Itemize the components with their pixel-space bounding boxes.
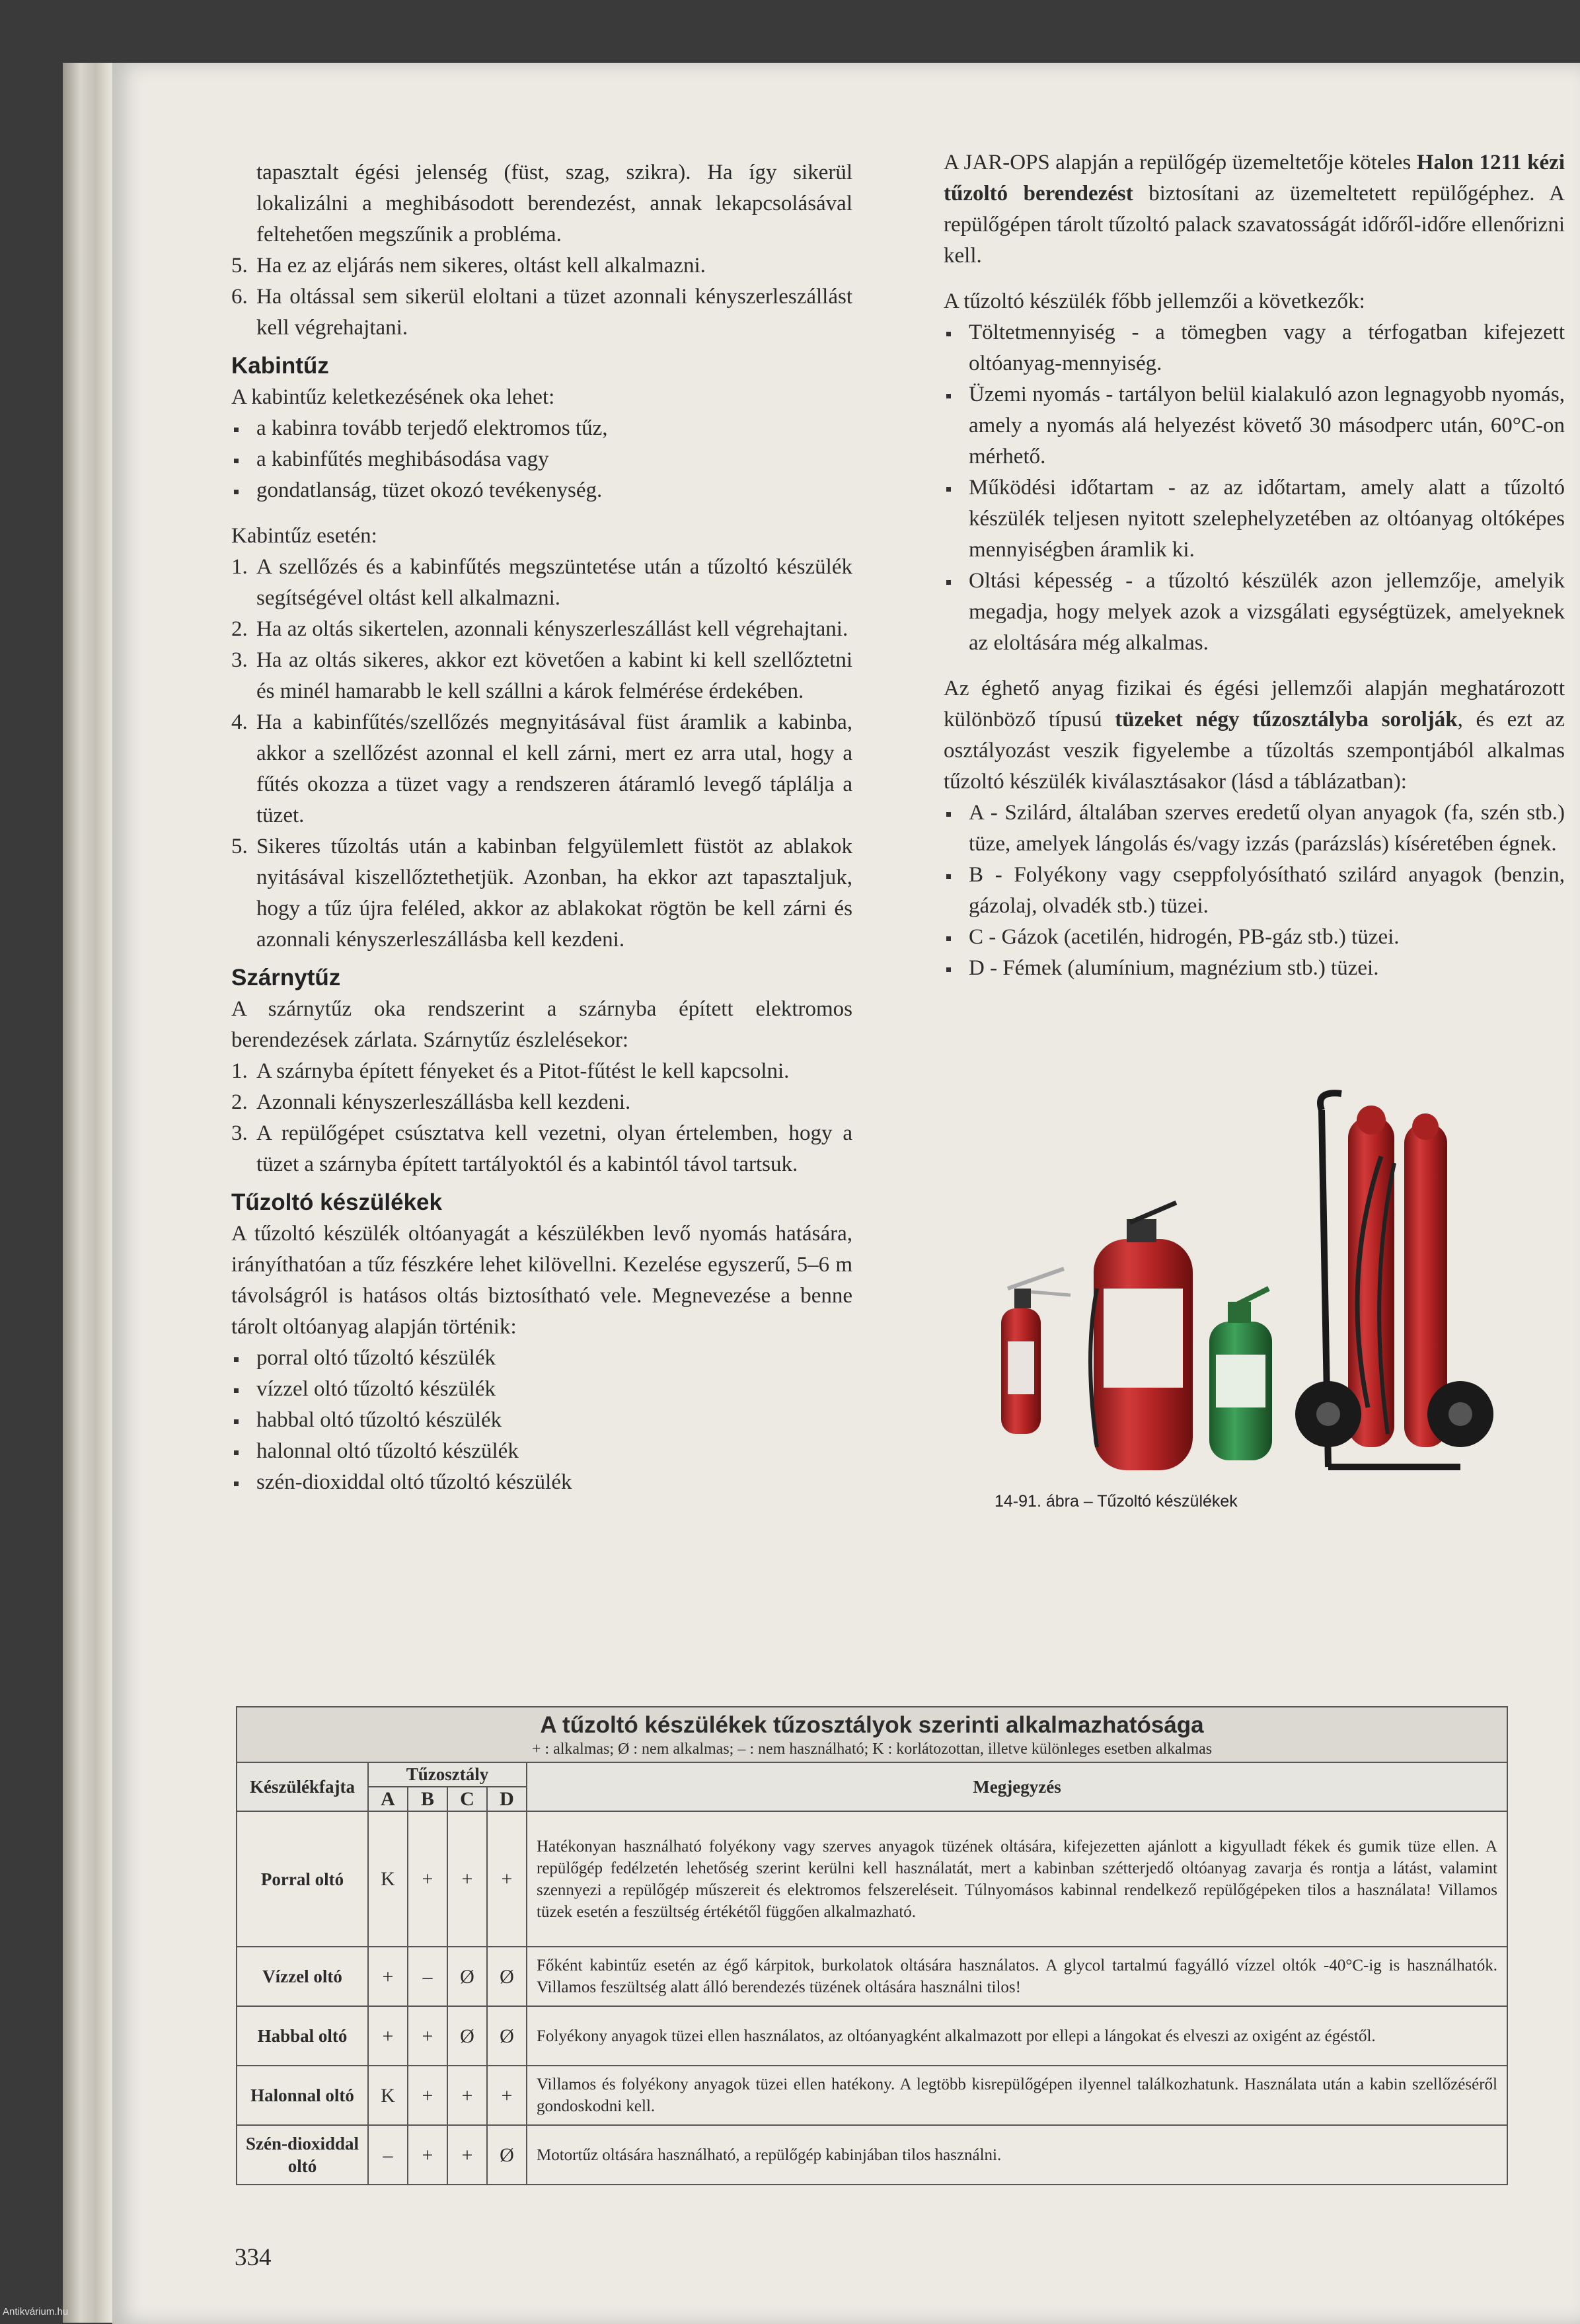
class-header-a: A bbox=[368, 1787, 408, 1811]
class-header-d: D bbox=[487, 1787, 527, 1811]
kabin-lead: A kabintűz keletkezésének oka lehet: bbox=[231, 385, 555, 409]
props-list bbox=[944, 317, 1565, 659]
class-header-c: C bbox=[447, 1787, 487, 1811]
classes-paragraph: Az éghető anyag fizikai és égési jellemzői alapján meghatározott különböző típusú tüzeket négy tűzosztályba sorolják, és ezt az osztályozást veszik figyelembe a tűzoltás szempontjából alkalmas tűzoltó készülék kiválasztásakor (lásd a táblázatban): bbox=[944, 677, 1565, 794]
list-item: 5. Ha ez az eljárás nem sikeres, oltást kell alkalmazni. bbox=[231, 254, 706, 278]
figure-caption: 14-91. ábra – Tűzoltó készülékek bbox=[995, 1492, 1238, 1511]
list-item: Üzemi nyomás - tartályon belül kialakuló azon legnagyobb nyomás, amely a nyomás alá helyezést követő 30 másodperc után, 60°C-on mérhető. bbox=[944, 379, 1565, 472]
table-row: Porral oltó K + + + Hatékonyan használható folyékony vagy szerves anyagok tüzének oltására, kifejezetten ajánlott a kigyulladt fékek és gumik tüze ellen. A repülőgép fedélzetén lehetőség szerint kerülni kell használatát, mert a kabinban szétterjedő oltóanyag zavarja és rontja a látást, valamint szennyezi a repülőgép műszereit és elektromos felszereléseit. Túlnyomásos kabinnal rendelkező repülőgépeken tilos a használata! Villamos tüzek esetén a feszültség értékétől függően alkalmazható. bbox=[237, 1811, 1507, 1947]
list-item: a kabinfűtés meghibásodása vagy bbox=[231, 444, 852, 475]
fire-extinguishers-figure bbox=[866, 1011, 1546, 1493]
list-item: 2. Azonnali kényszerleszállásba kell kezdeni. bbox=[231, 1090, 631, 1114]
applicability-table-wrap bbox=[236, 1706, 1508, 2185]
wing-steps-list bbox=[231, 1056, 852, 1180]
list-item: a kabinra tovább terjedő elektromos tűz, bbox=[231, 413, 852, 444]
table-row: Vízzel oltó + – Ø Ø Főként kabintűz esetén az égő kárpitok, burkolatok oltására használatos. A glycol tartalmú fagyálló vízzel oltók -40°C-ig is használhatók. Villamos feszültség alatt álló berendezés tüzének oltására használni tilos! bbox=[237, 1947, 1507, 2006]
list-item: 5. Sikeres tűzoltás után a kabinban felgyülemlett füstöt az ablakok nyitásával kiszellőztethetjük. Azonban, ha ekkor azt tapasztaljuk, hogy a tűz újra feléled, akkor az ablakokat rögtön be kell zárni és azonnali kényszerleszállásba kell kezdeni. bbox=[231, 835, 852, 952]
green-extinguisher bbox=[1209, 1289, 1272, 1460]
kabin-case-lead: Kabintűz esetén: bbox=[231, 524, 377, 548]
list-item: A - Szilárd, általában szerves eredetű olyan anyagok (fa, szén stb.) tüze, amelyek lángolás és/vagy izzás (parázslás) kíséretében égnek. bbox=[944, 798, 1565, 860]
section-title-szarnytuz: Szárnytűz bbox=[231, 965, 341, 991]
list-item: 4. Ha a kabinfűtés/szellőzés megnyitásával füst áramlik a kabinba, akkor a szellőzést azonnal el kell zárni, mert ez arra utal, hogy a fűtés okozza a tüzet vagy a rendszeren átáramló levegő táplálja a tüzet. bbox=[231, 710, 852, 827]
list-item: gondatlanság, tüzet okozó tevékenység. bbox=[231, 475, 852, 506]
class-header-b: B bbox=[408, 1787, 447, 1811]
kabin-steps-list bbox=[231, 552, 852, 956]
list-item: B - Folyékony vagy cseppfolyósítható szilárd anyagok (benzin, gázolaj, olvadék stb.) tüzei. bbox=[944, 860, 1565, 922]
list-item: Működési időtartam - az az időtartam, amely alatt a tűzoltó készülék teljesen nyitott szelephelyzetében az oltóanyag oltóképes mennyiségben áramlik ki. bbox=[944, 472, 1565, 566]
table-legend: + : alkalmas; Ø : nem alkalmas; – : nem használható; K : korlátozottan, illetve különleges esetben alkalmas bbox=[531, 1741, 1213, 1758]
list-item: szén-dioxiddal oltó tűzoltó készülék bbox=[231, 1467, 852, 1498]
right-column bbox=[944, 147, 1565, 984]
list-item: 2. Ha az oltás sikertelen, azonnali kényszerleszállást kell végrehajtani. bbox=[231, 617, 848, 641]
watermark: Antikvárium.hu bbox=[3, 2306, 69, 2317]
list-item: vízzel oltó tűzoltó készülék bbox=[231, 1374, 852, 1405]
list-item: Töltetmennyiség - a tömegben vagy a térfogatban kifejezett oltóanyag-mennyiség. bbox=[944, 317, 1565, 379]
page-number: 334 bbox=[235, 2244, 272, 2271]
list-item: 3. A repülőgépet csúsztatva kell vezetni, olyan értelemben, hogy a tüzet a szárnyba épített tartályoktól és a kabintól távol tartsuk. bbox=[231, 1121, 852, 1176]
list-item: C - Gázok (acetilén, hidrogén, PB-gáz stb.) tüzei. bbox=[944, 922, 1565, 953]
jar-ops-paragraph: A JAR-OPS alapján a repülőgép üzemeltetője köteles Halon 1211 kézi tűzoltó berendezést biztosítani az üzemeltetett repülőgéphez. A repülőgépen tárolt tűzoltó palack szavatosságát időről-időre ellenőrizni kell. bbox=[944, 151, 1565, 268]
col-header-note: Megjegyzés bbox=[527, 1762, 1507, 1811]
ext-lead: A tűzoltó készülék oltóanyagát a készülékben levő nyomás hatására, irányíthatóan a tűz fészkére lehet kilövellni. Kezelése egyszerű, 5–6 m távolságról is hatásos oltás biztosítható vele. Megnevezése a benne tárolt oltóanyag alapján történik: bbox=[231, 1222, 852, 1339]
list-item: 3. Ha az oltás sikeres, akkor ezt követően a kabint ki kell szellőztetni és minél hamarabb le kell szállni a károk felmérése érdekében. bbox=[231, 648, 852, 703]
table-row: Halonnal oltó K + + + Villamos és folyékony anyagok tüzei ellen hatékony. A legtöbb kisrepülőgépen ilyennel találkozhatunk. Használata után a kabin szellőzéséről gondoskodni kell. bbox=[237, 2066, 1507, 2125]
table-title: A tűzoltó készülékek tűzosztályok szerinti alkalmazhatósága bbox=[540, 1712, 1204, 1738]
left-column bbox=[231, 157, 852, 1498]
section-title-tuzolto-keszulekek: Tűzoltó készülékek bbox=[231, 1189, 442, 1215]
list-item: 1. A szellőzés és a kabinfűtés megszüntetése után a tűzoltó készülék segítségével oltást kell alkalmazni. bbox=[231, 555, 852, 610]
fire-classes-list bbox=[944, 798, 1565, 984]
table-title-cell bbox=[237, 1707, 1507, 1762]
small-extinguisher bbox=[1001, 1269, 1071, 1434]
list-item: habbal oltó tűzoltó készülék bbox=[231, 1405, 852, 1436]
list-item: Oltási képesség - a tűzoltó készülék azon jellemzője, amelyik megadja, hogy melyek azok a vizsgálati egységtüzek, amelyeknek az eloltására még alkalmas. bbox=[944, 566, 1565, 659]
kabin-causes-list bbox=[231, 413, 852, 506]
list-item: D - Fémek (alumínium, magnézium stb.) tüzei. bbox=[944, 953, 1565, 984]
props-lead: A tűzoltó készülék főbb jellemzői a következők: bbox=[944, 289, 1365, 313]
list-item: halonnal oltó tűzoltó készülék bbox=[231, 1436, 852, 1467]
applicability-table bbox=[236, 1706, 1508, 2185]
table-row: Habbal oltó + + Ø Ø Folyékony anyagok tüzei ellen használatos, az oltóanyagként alkalmazott por ellepi a lángokat és elveszi az oxigént az égéstől. bbox=[237, 2006, 1507, 2066]
ext-types-list bbox=[231, 1343, 852, 1498]
trolley-extinguisher bbox=[1295, 1093, 1493, 1467]
wing-lead: A szárnytűz oka rendszerint a szárnyba épített elektromos berendezések zárlata. Szárnytűz észlelésekor: bbox=[231, 997, 852, 1052]
list-item: 6. Ha oltással sem sikerül eloltani a tüzet azonnali kényszerleszállást kell végrehajtani. bbox=[231, 285, 852, 340]
top-steps-list bbox=[231, 250, 852, 344]
col-header-type: Készülékfajta bbox=[237, 1762, 368, 1811]
intro-paragraph: tapasztalt égési jelenség (füst, szag, szikra). Ha így sikerül lokalizálni a meghibásodott berendezést, annak lekapcsolásával feltehetően megszűnik a probléma. bbox=[256, 161, 852, 246]
section-title-kabintuz: Kabintűz bbox=[231, 353, 329, 379]
list-item: 1. A szárnyba épített fényeket és a Pitot-fűtést le kell kapcsolni. bbox=[231, 1059, 790, 1083]
medium-extinguisher bbox=[1090, 1203, 1193, 1470]
table-row: Szén-dioxiddal oltó – + + Ø Motortűz oltására használható, a repülőgép kabinjában tilos használni. bbox=[237, 2125, 1507, 2185]
list-item: porral oltó tűzoltó készülék bbox=[231, 1343, 852, 1374]
col-header-classes: Tűzosztály bbox=[368, 1762, 527, 1787]
